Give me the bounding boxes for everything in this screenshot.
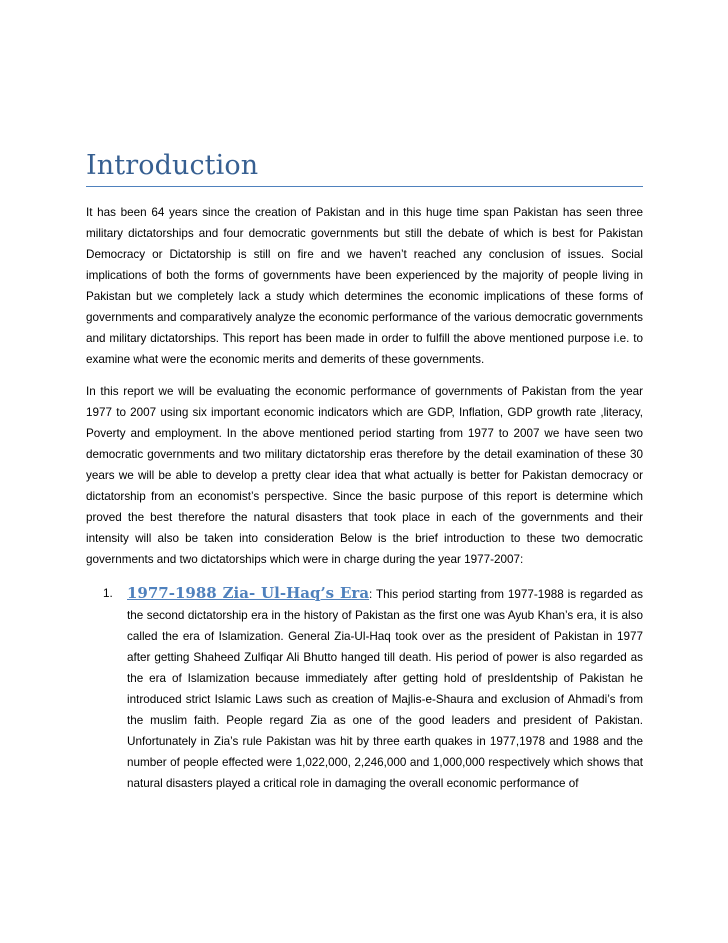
list-item-title: 1977-1988 Zia- Ul-Haq’s Era xyxy=(127,584,370,602)
section-heading: Introduction xyxy=(86,150,259,181)
document-body xyxy=(86,202,643,794)
list-item-text: : This period starting from 1977-1988 is regarded as the second dictatorship era in the history of Pakistan as the first one was Ayub Khan’s era, it is also called the era of Islamization. General Zia-Ul-Haq took over as the president of Pakistan in 1977 after getting Shaheed Zulfiqar Ali Bhutto hanged till death. His period of power is also regarded as the era of Islamization because immediately after getting hold of presIdentship of Pakistan he introduced strict Islamic Laws such as creation of Majlis-e-Shaura and exclusion of Ahmadi’s from the muslim faith. People regard Zia as one of the good leaders and president of Pakistan. Unfortunately in Zia’s rule Pakistan was hit by three earth quakes in 1977,1978 and 1988 and the number of people effected were 1,022,000, 2,246,000 and 1,000,000 respectively which shows that natural disasters played a critical role in damaging the overall economic performance of xyxy=(127,588,643,790)
list-item xyxy=(86,583,643,794)
eras-list xyxy=(86,583,643,794)
intro-paragraph-1: It has been 64 years since the creation of Pakistan and in this huge time span Pakistan has seen three military dictatorships and four democratic governments but still the debate of which is best for Pakistan Democracy or Dictatorship is still on fire and we haven’t reached any conclusion of issues. Social implications of both the forms of governments have been experienced by the majority of people living in Pakistan but we completely lack a study which determines the economic implications of these forms of governments and comparatively analyze the economic performance of the various democratic governments and military dictatorships. This report has been made in order to fulfill the above mentioned purpose i.e. to examine what were the economic merits and demerits of these governments. xyxy=(86,206,643,366)
heading-underline xyxy=(86,186,643,187)
intro-paragraph-2: In this report we will be evaluating the economic performance of governments of Pakistan from the year 1977 to 2007 using six important economic indicators which are GDP, Inflation, GDP growth rate ,literacy, Poverty and employment. In the above mentioned period starting from 1977 to 2007 we have seen two democratic governments and two military dictatorship eras therefore by the detail examination of these 30 years we will be able to develop a pretty clear idea that what actually is better for Pakistan democracy or dictatorship from an economist’s perspective. Since the basic purpose of this report is determine which proved the best therefore the natural disasters that took place in each of the governments and their intensity will also be taken into consideration Below is the brief introduction to these two democratic governments and two dictatorships which were in charge during the year 1977-2007: xyxy=(86,385,643,566)
list-item-number: 1. xyxy=(103,587,113,600)
